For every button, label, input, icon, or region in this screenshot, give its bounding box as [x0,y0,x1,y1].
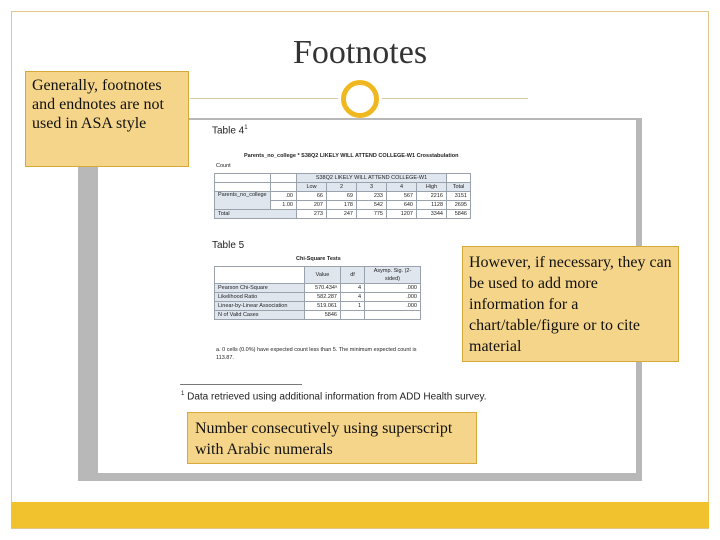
table4-cell: 1128 [417,201,447,210]
table5-cell: 5846 [305,311,341,320]
table5-note: a. 0 cells (0.0%) have expected count less than 5. The minimum expected count is 113.87. [216,347,417,361]
table4-cell: 233 [357,192,387,201]
table5-col-header: df [341,267,365,284]
table4 [214,173,471,219]
table5-cell: 519.061 [305,302,341,311]
table4-col-header: 3 [357,183,387,192]
table4-cell: 2695 [447,201,471,210]
table4-cell: 2216 [417,192,447,201]
table5-cell: 570.434ᵃ [305,284,341,293]
table5-cell: 582.287 [305,293,341,302]
table5-cell: 1 [341,302,365,311]
table5-cell: .000 [365,284,421,293]
table4-count-label: Count [216,163,231,169]
table5-col-header: Asymp. Sig. (2-sided) [365,267,421,284]
table4-col-header: Total [447,183,471,192]
table4-cell: 3151 [447,192,471,201]
table5-cell: .000 [365,302,421,311]
table5-row-label: Linear-by-Linear Association [215,302,305,311]
callout-asa-style: Generally, footnotes and endnotes are not used in ASA style [25,71,189,167]
table-row [215,311,421,320]
table4-label: Table $4^1$ [212,125,248,137]
slide-title: Footnotes [292,34,428,71]
table4-cell: 775 [357,210,387,219]
table4-row-level: .00 [271,192,297,201]
table5-cell [341,311,365,320]
document-footnote [181,391,487,402]
table-row [215,192,471,201]
table4-cell: 640 [387,201,417,210]
table4-cell: 567 [387,192,417,201]
table5-label: Table 5 [212,240,245,251]
table5-row-label: Pearson Chi-Square [215,284,305,293]
table4-cell: 3344 [417,210,447,219]
table4-col-header: 2 [327,183,357,192]
table4-cell: 207 [297,201,327,210]
title-rule-left [190,98,338,99]
table4-cell: 273 [297,210,327,219]
table5-cell: 4 [341,284,365,293]
table5-row-label: N of Valid Cases [215,311,305,320]
footnote-marker: 1 [181,391,185,397]
footnote-text: Data retrieved using additional information from ADD Health survey. [187,391,487,403]
callout-numbering: Number consecutively using superscript with Arabic numerals [187,412,477,464]
table4-cell: 542 [357,201,387,210]
table-row [215,284,421,293]
table4-cell: 69 [327,192,357,201]
table5-title: Chi-Square Tests [296,256,341,262]
table4-span-header: S38Q2 LIKELY WILL ATTEND COLLEGE-W1 [297,174,447,183]
footnote-separator [180,384,302,385]
table4-cell: 66 [297,192,327,201]
table4-cell: 1207 [387,210,417,219]
table5 [214,266,421,320]
table-row [215,210,471,219]
table4-row-level: 1.00 [271,201,297,210]
table5-cell [365,311,421,320]
table5-col-header: Value [305,267,341,284]
table4-total-label: Total [215,210,297,219]
table5-cell: 4 [341,293,365,302]
table-row [215,293,421,302]
table4-col-header: Low [297,183,327,192]
table4-cell: 247 [327,210,357,219]
table4-cell: 5846 [447,210,471,219]
bottom-accent-bar [11,502,709,528]
table5-row-label: Likelihood Ratio [215,293,305,302]
table4-col-header: 4 [387,183,417,192]
table4-footnote-marker: 1 [244,125,248,131]
table4-title: Parents_no_college * S38Q2 LIKELY WILL ATTEND COLLEGE-W1 Crosstabulation [244,153,459,159]
table4-row-group: Parents_no_college [215,192,271,210]
table5-cell: .000 [365,293,421,302]
callout-usage: However, if necessary, they can be used to add more information for a chart/table/figure or to cite material [462,246,679,362]
title-rule-right [382,98,528,99]
title-ring-ornament [341,80,379,118]
table-row [215,302,421,311]
table4-col-header: High [417,183,447,192]
table4-cell: 178 [327,201,357,210]
